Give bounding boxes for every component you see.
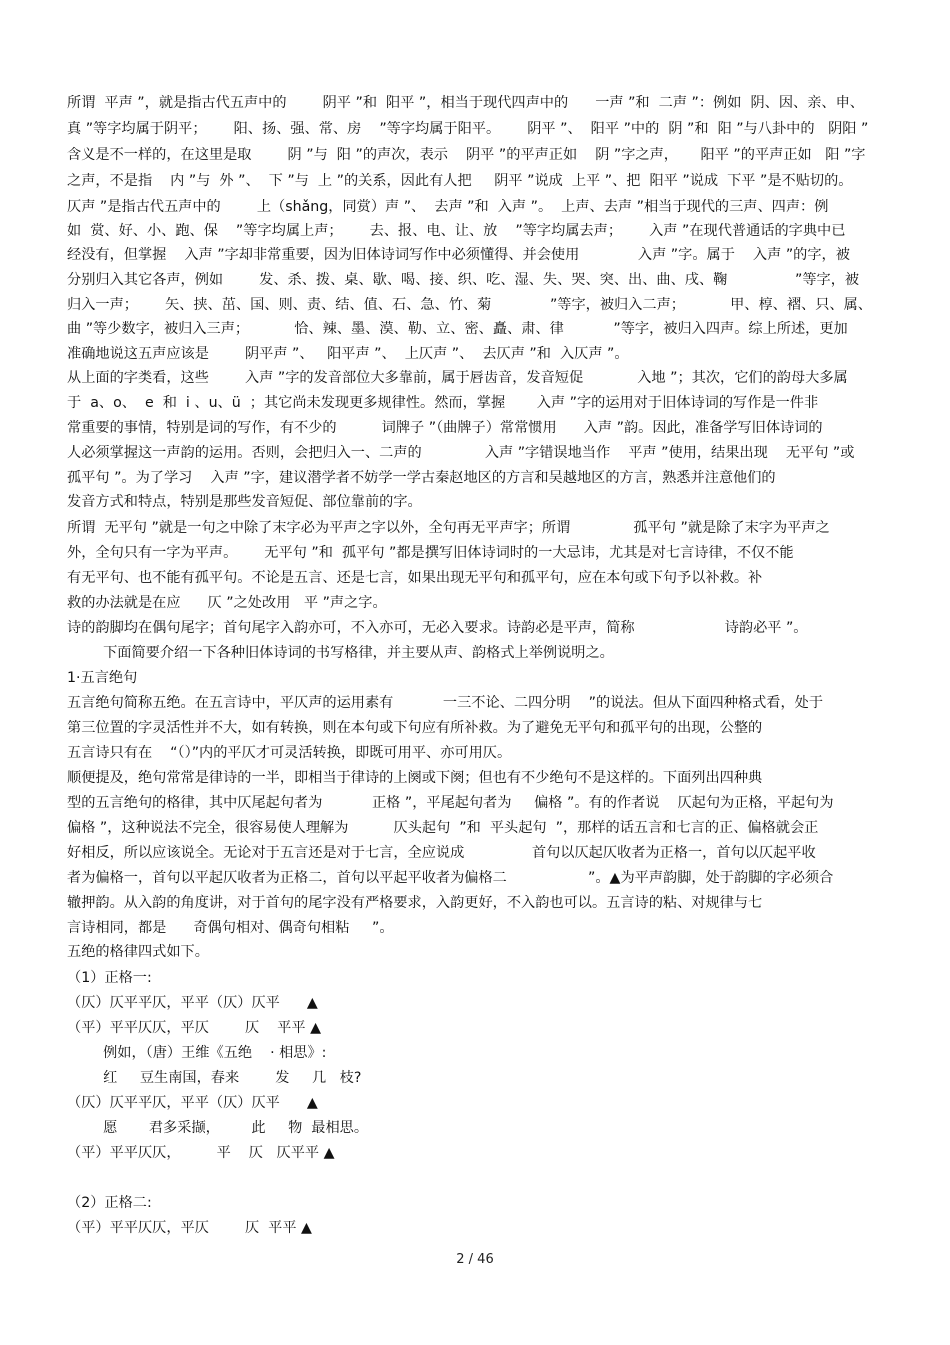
text-line: 于 a、o、 e 和 i 、u、ü ；其它尚未发现更多规律性。然而，掌握 入声 ”字的运用对于旧体诗词的写作是一件非	[67, 395, 819, 411]
text-line: 归入一声； 矢、挟、茁、国、则、责、结、值、石、急、竹、菊 ”等字，被归入二声； 甲、椁、褶、只、属、	[67, 297, 872, 313]
text-line: 分别归入其它各声，例如 发、杀、拨、桌、歇、喝、接、织、吃、湿、失、哭、突、出、曲、戌、鞠 ”等字，被	[67, 272, 860, 288]
text-line: 偏格 ”，这种说法不完全，很容易使人理解为 仄头起句 ”和 平头起句 ”，那样的话五言和七言的正、偏格就会正	[67, 820, 819, 836]
text-line: 常重要的事情，特别是词的写作，有不少的 词牌子 ”（曲牌子）常常惯用 入声 ”韵。因此，准备学写旧体诗词的	[67, 420, 823, 436]
text-line: 从上面的字类看，这些 入声 ”字的发音部位大多靠前，属于唇齿音，发音短促 入地 ”；其次，它们的韵母大多属	[67, 370, 848, 386]
text-line: 下面简要介绍一下各种旧体诗词的书写格律，并主要从声、韵格式上举例说明之。	[67, 645, 614, 661]
page-number: 2 / 46	[456, 1252, 494, 1267]
text-line: 五言诗只有在 “（）”内的平仄才可灵活转换，即既可用平、亦可用仄。	[67, 745, 512, 761]
meter-pattern-line: （仄）仄平平仄，平平（仄）仄平 ▲	[67, 995, 318, 1011]
subsection-heading: （1）正格一:	[67, 970, 152, 986]
text-line: 型的五言绝句的格律，其中仄尾起句者为 正格 ”，平尾起句者为 偏格 ”。有的作者说 仄起句为正格，平起句为	[67, 795, 834, 811]
meter-pattern-line: （平）平平仄仄， 平 仄 仄平平 ▲	[67, 1145, 335, 1161]
text-line: 有无平句、也不能有孤平句。不论是五言、还是七言，如果出现无平句和孤平句，应在本句或下句予以补救。补	[67, 570, 763, 586]
text-line: 准确地说这五声应该是 阴平声 ”、 阳平声 ”、 上仄声 ”、 去仄声 ”和 入仄声 ”。	[67, 346, 629, 362]
text-line: 好相反，所以应该说全。无论对于五言还是对于七言，全应说成 首句以仄起仄收者为正格一，首句以仄起平收	[67, 845, 816, 861]
text-line: 曲 ”等少数字，被归入三声； 恰、辣、墨、漠、勒、立、密、矗、肃、律 ”等字，被归入四声。综上所述，更加	[67, 321, 848, 337]
text-line: 顺便提及，绝句常常是律诗的一半，即相当于律诗的上阕或下阕；但也有不少绝句不是这样的。下面列出四种典	[67, 770, 763, 786]
poem-line: 红 豆生南国，春来 发 几 枝?	[67, 1070, 362, 1086]
text-line: 仄声 ”是指古代五声中的 上（shǎng，同赏）声 ”、 去声 ”和 入声 ”。 上声、去声 ”相当于现代的三声、四声：例	[67, 199, 829, 215]
text-line: 辙押韵。从入韵的角度讲，对于首句的尾字没有严格要求，入韵更好，不入韵也可以。五言诗的粘、对规律与七	[67, 895, 763, 911]
poem-line: 愿 君多采撷， 此 物 最相思。	[67, 1120, 369, 1136]
subsection-heading: （2）正格二:	[67, 1195, 152, 1211]
text-line: 真 ”等字均属于阴平； 阳、扬、强、常、房 ”等字均属于阳平。 阴平 ”、 阳平 ”中的 阴 ”和 阳 ”与八卦中的 阴阳 ”	[67, 121, 869, 137]
text-line: 含义是不一样的，在这里是取 阴 ”与 阳 ”的声次，表示 阴平 ”的平声正如 阴 ”字之声， 阳平 ”的平声正如 阳 ”字	[67, 147, 866, 163]
text-line: 诗的韵脚均在偶句尾字；首句尾字入韵亦可，不入亦可，无必入要求。诗韵必是平声，简称 诗韵必平 ”。	[67, 620, 808, 636]
example-title: 例如，（唐）王维《五绝 · 相思》:	[67, 1045, 327, 1061]
text-line: 五绝的格律四式如下。	[67, 944, 209, 960]
text-line: 如 赏、好、小、跑、保 ”等字均属上声； 去、报、电、让、放 ”等字均属去声； 入声 ”在现代普通话的字典中已	[67, 223, 846, 239]
meter-pattern-line: （平）平平仄仄，平仄 仄 平平 ▲	[67, 1020, 321, 1036]
text-line: 所谓 无平句 ”就是一句之中除了末字必为平声之字以外，全句再无平声字；所谓 孤平句 ”就是除了末字为平声之	[67, 520, 830, 536]
text-line: 所谓 平声 ”，就是指古代五声中的 阴平 ”和 阳平 ”，相当于现代四声中的 一声 ”和 二声 ”：例如 阴、因、亲、申、	[67, 95, 864, 111]
meter-pattern-line: （仄）仄平平仄，平平（仄）仄平 ▲	[67, 1095, 318, 1111]
section-heading: 1·五言绝句	[67, 670, 138, 686]
text-line: 第三位置的字灵活性并不大，如有转换，则在本句或下句应有所补救。为了避免无平句和孤平句的出现，公整的	[67, 720, 763, 736]
text-line: 发音方式和特点，特别是那些发音短促、部位靠前的字。	[67, 494, 422, 510]
meter-pattern-line: （平）平平仄仄，平仄 仄 平平 ▲	[67, 1220, 312, 1236]
text-line: 言诗相同，都是 奇偶句相对、偶奇句相粘 ”。	[67, 920, 394, 936]
text-line: 人必须掌握这一声韵的运用。否则，会把归入一、二声的 入声 ”字错误地当作 平声 ”使用，结果出现 无平句 ”或	[67, 445, 855, 461]
text-line: 救的办法就是在应 仄 ”之处改用 平 ”声之字。	[67, 595, 387, 611]
text-line: 五言绝句简称五绝。在五言诗中，平仄声的运用素有 一三不论、二四分明 ”的说法。但从下面四种格式看，处于	[67, 695, 824, 711]
text-line: 外，全句只有一字为平声。 无平句 ”和 孤平句 ”都是撰写旧体诗词时的一大忌讳，尤其是对七言诗律，不仅不能	[67, 545, 794, 561]
text-line: 经没有，但掌握 入声 ”字却非常重要，因为旧体诗词写作中必须懂得、并会使用 入声 ”字。属于 入声 ”的字，被	[67, 247, 850, 263]
text-line: 之声，不是指 内 ”与 外 ”、 下 ”与 上 ”的关系，因此有人把 阴平 ”说成 上平 ”、把 阳平 ”说成 下平 ”是不贴切的。	[67, 173, 853, 189]
text-line: 者为偏格一，首句以平起仄收者为正格二，首句以平起平收者为偏格二 ”。▲为平声韵脚，处于韵脚的字必须合	[67, 870, 834, 886]
text-line: 孤平句 ”。为了学习 入声 ”字，建议潜学者不妨学一学古秦赵地区的方言和吴越地区的方言，熟悉并注意他们的	[67, 470, 776, 486]
